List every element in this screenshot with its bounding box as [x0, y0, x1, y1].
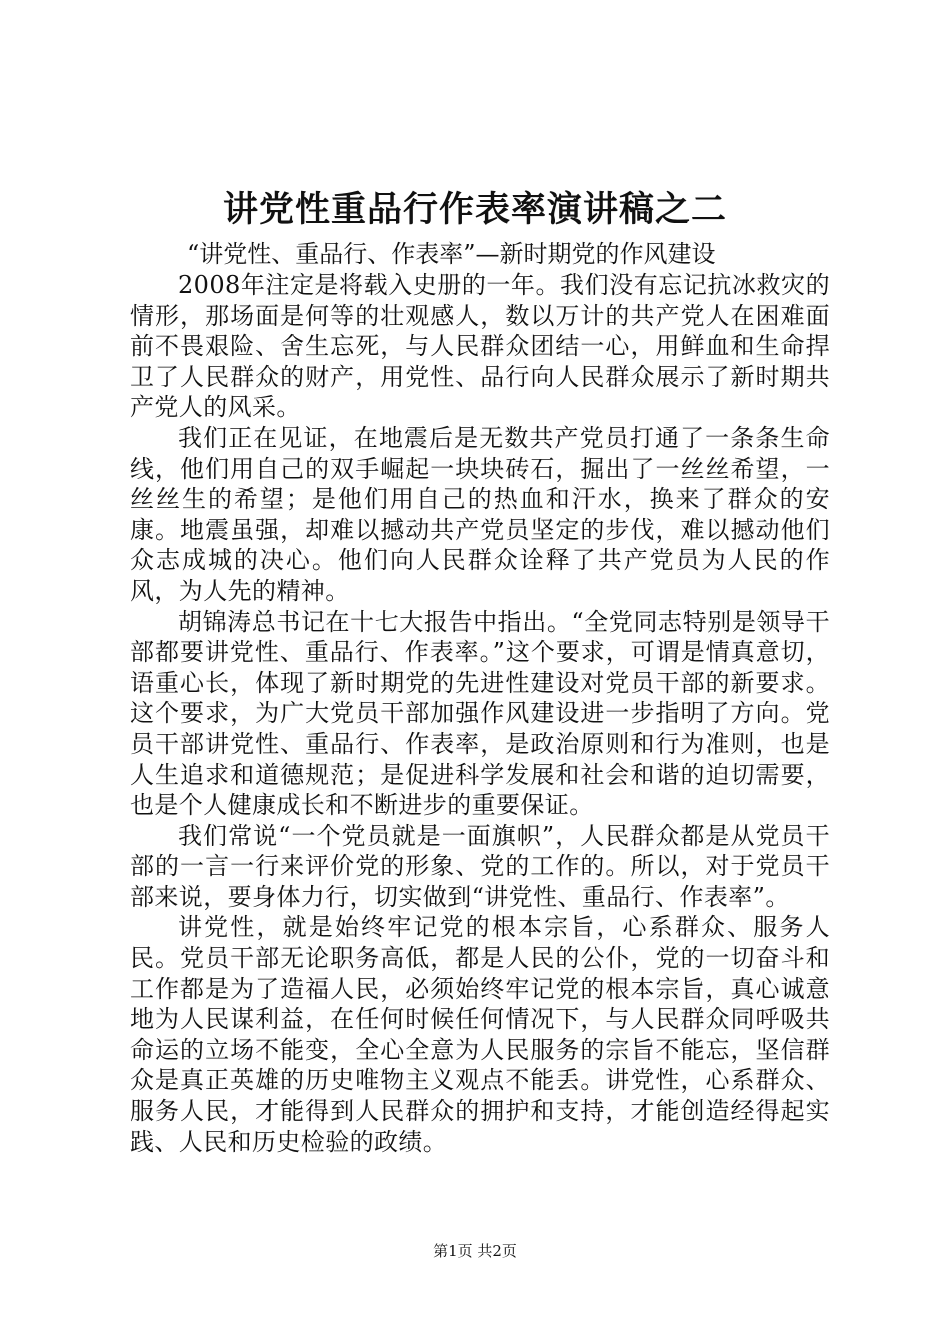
paragraph-2: 我们正在见证，在地震后是无数共产党员打通了一条条生命线，他们用自己的双手崛起一块块砖石，掘出了一丝丝希望，一丝丝生的希望；是他们用自己的热血和汗水，换来了群众的安康。地震虽强，却难以撼动共产党员坚定的步伐，难以撼动他们众志成城的决心。他们向人民群众诠释了共产党员为人民的作风，为人先的精神。: [130, 423, 830, 605]
document-subtitle: “讲党性、重品行、作表率”—新时期党的作风建设: [187, 240, 716, 268]
paragraph-4: 我们常说“一个党员就是一面旗帜”，人民群众都是从党员干部的一言一行来评价党的形象、党的工作的。所以，对于党员干部来说，要身体力行，切实做到“讲党性、重品行、作表率”。: [130, 821, 830, 911]
page-footer: 第1页 共2页: [433, 1242, 517, 1260]
paragraph-5: 讲党性，就是始终牢记党的根本宗旨，心系群众、服务人民。党员干部无论职务高低，都是人民的公仆，党的一切奋斗和工作都是为了造福人民，必须始终牢记党的根本宗旨，真心诚意地为人民谋利益，在任何时候任何情况下，与人民群众同呼吸共命运的立场不能变，全心全意为人民服务的宗旨不能忘，坚信群众是真正英雄的历史唯物主义观点不能丢。讲党性，心系群众、服务人民，才能得到人民群众的拥护和支持，才能创造经得起实践、人民和历史检验的政绩。: [130, 913, 830, 1156]
paragraph-3: 胡锦涛总书记在十七大报告中指出。“全党同志特别是领导干部都要讲党性、重品行、作表率。”这个要求，可谓是情真意切，语重心长，体现了新时期党的先进性建设对党员干部的新要求。这个要求，为广大党员干部加强作风建设进一步指明了方向。党员干部讲党性、重品行、作表率，是政治原则和行为准则，也是人生追求和道德规范；是促进科学发展和社会和谐的迫切需要，也是个人健康成长和不断进步的重要保证。: [130, 607, 830, 820]
paragraph-1: 2008年注定是将载入史册的一年。我们没有忘记抗冰救灾的情形，那场面是何等的壮观感人，数以万计的共产党人在困难面前不畏艰险、舍生忘死，与人民群众团结一心，用鲜血和生命捍卫了人民群众的财产，用党性、品行向人民群众展示了新时期共产党人的风采。: [130, 271, 830, 422]
document-body: [130, 270, 830, 1157]
document-title: 讲党性重品行作表率演讲稿之二: [222, 189, 727, 230]
